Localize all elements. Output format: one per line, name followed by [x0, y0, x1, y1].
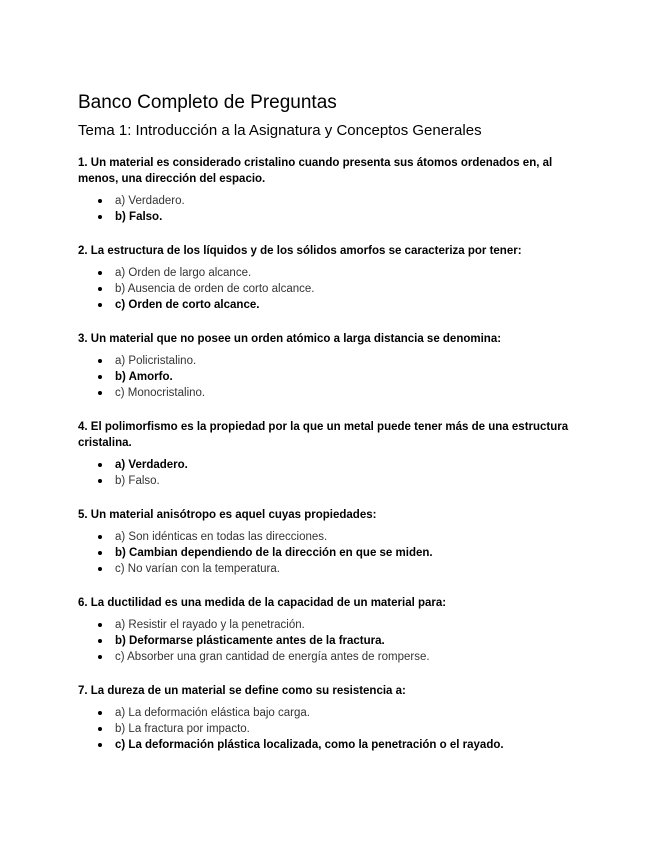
- page-title: Banco Completo de Preguntas: [78, 92, 337, 113]
- correct-option: c) La deformación plástica localizada, como la penetración o el rayado.: [78, 737, 578, 753]
- option: a) La deformación elástica bajo carga.: [78, 705, 578, 721]
- option: c) Monocristalino.: [78, 385, 578, 401]
- question-list: [78, 155, 578, 753]
- question-text: 6. La ductilidad es una medida de la capacidad de un material para:: [78, 597, 447, 609]
- question-5: [78, 507, 578, 577]
- correct-option: b) Falso.: [78, 209, 578, 225]
- correct-option: b) Amorfo.: [78, 369, 578, 385]
- document-page: [78, 91, 578, 753]
- option: a) Policristalino.: [78, 353, 578, 369]
- section-heading: Tema 1: Introducción a la Asignatura y Conceptos Generales: [78, 122, 482, 139]
- question-2: [78, 243, 578, 313]
- correct-option: b) Cambian dependiendo de la dirección en que se miden.: [78, 545, 578, 561]
- option-list: [78, 265, 578, 313]
- question-text: 4. El polimorfismo es la propiedad por la que un metal puede tener más de una estructura cristalina.: [78, 421, 569, 449]
- option: a) Son idénticas en todas las direcciones.: [78, 529, 578, 545]
- question-text: 3. Un material que no posee un orden atómico a larga distancia se denomina:: [78, 333, 502, 345]
- option: b) La fractura por impacto.: [78, 721, 578, 737]
- question-text: 5. Un material anisótropo es aquel cuyas propiedades:: [78, 509, 377, 521]
- option-list: [78, 353, 578, 401]
- option-list: [78, 617, 578, 665]
- option-list: [78, 193, 578, 225]
- option-list: [78, 705, 578, 753]
- question-4: [78, 419, 578, 489]
- option: c) Absorber una gran cantidad de energía antes de romperse.: [78, 649, 578, 665]
- option: a) Verdadero.: [78, 193, 578, 209]
- option: c) No varían con la temperatura.: [78, 561, 578, 577]
- question-3: [78, 331, 578, 401]
- question-6: [78, 595, 578, 665]
- option: b) Falso.: [78, 473, 578, 489]
- correct-option: b) Deformarse plásticamente antes de la fractura.: [78, 633, 578, 649]
- option: a) Resistir el rayado y la penetración.: [78, 617, 578, 633]
- question-text: 2. La estructura de los líquidos y de los sólidos amorfos se caracteriza por tener:: [78, 245, 522, 257]
- option: a) Orden de largo alcance.: [78, 265, 578, 281]
- option-list: [78, 529, 578, 577]
- option-list: [78, 457, 578, 489]
- question-1: [78, 155, 578, 225]
- option: b) Ausencia de orden de corto alcance.: [78, 281, 578, 297]
- question-text: 1. Un material es considerado cristalino cuando presenta sus átomos ordenados en, al menos, una dirección del espacio.: [78, 157, 553, 185]
- correct-option: a) Verdadero.: [78, 457, 578, 473]
- question-7: [78, 683, 578, 753]
- correct-option: c) Orden de corto alcance.: [78, 297, 578, 313]
- question-text: 7. La dureza de un material se define como su resistencia a:: [78, 685, 406, 697]
